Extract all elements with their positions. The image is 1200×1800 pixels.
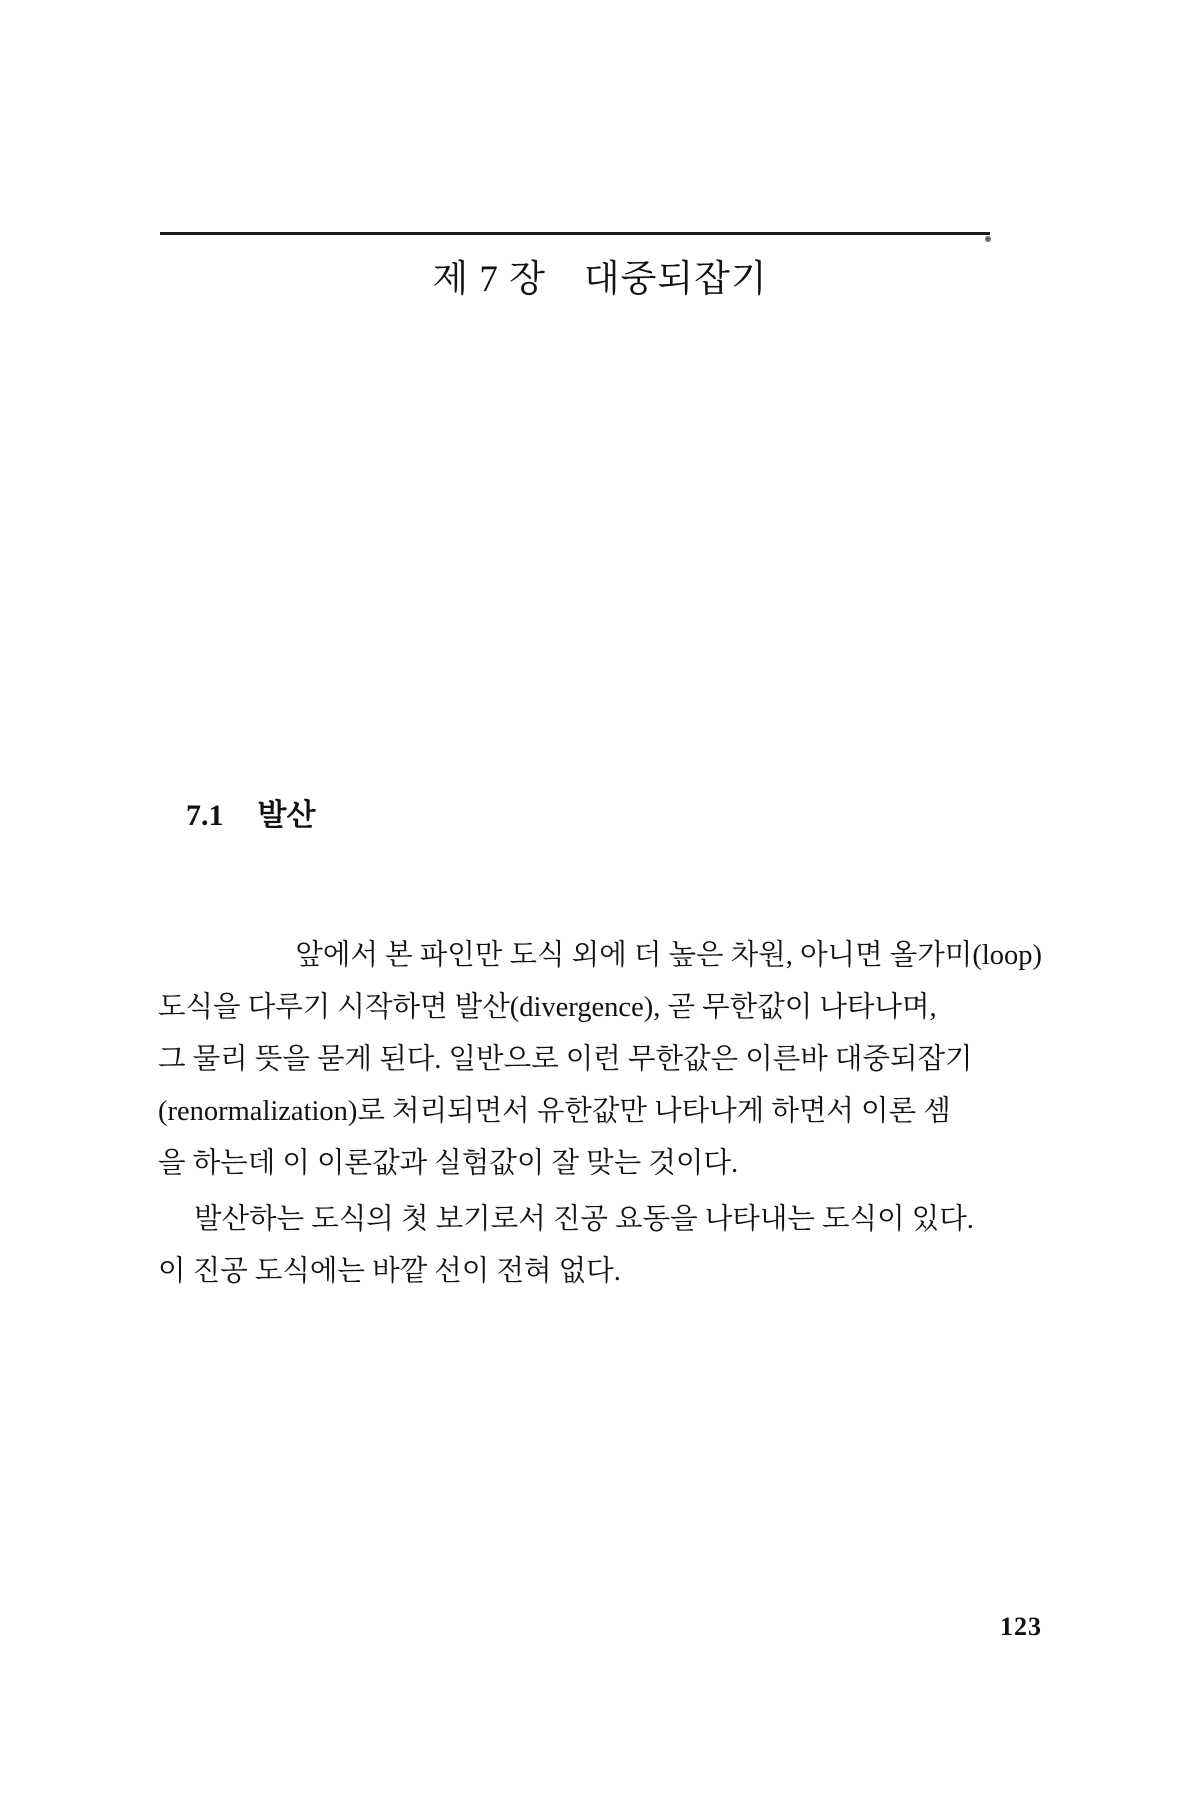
text-line <box>158 1194 1042 1246</box>
page-number: 123 <box>1000 1612 1042 1641</box>
text-line-content: 도식을 다루기 시작하면 발산(divergence), 곧 무한값이 나타나며, <box>158 992 937 1023</box>
text-line <box>158 982 1042 1034</box>
paragraph-indent <box>158 930 194 982</box>
body-text <box>158 930 1042 1298</box>
text-line-content: 이 진공 도식에는 바깥 선이 전혀 없다. <box>158 1256 621 1287</box>
scan-artifact-dot <box>985 236 991 242</box>
section-heading <box>186 790 315 834</box>
text-line-content: 을 하는데 이 이론값과 실험값이 잘 맞는 것이다. <box>158 1148 739 1179</box>
paragraph-2 <box>158 1194 1042 1298</box>
chapter-number: 제 7 장 <box>432 259 546 300</box>
paragraph-1 <box>158 930 1042 1190</box>
text-line-content: 그 물리 뜻을 묻게 된다. 일반으로 이런 무한값은 이른바 대중되잡기 <box>158 1044 973 1075</box>
chapter-name: 대중되잡기 <box>583 259 768 300</box>
text-line-content: 앞에서 본 파인만 도식 외에 더 높은 차원, 아니면 올가미(loop) <box>295 940 1042 971</box>
chapter-title <box>0 248 1200 302</box>
text-line <box>158 1246 1042 1298</box>
text-line <box>158 1138 1042 1190</box>
section-number: 7.1 <box>186 799 224 832</box>
text-line-content: 발산하는 도식의 첫 보기로서 진공 요동을 나타내는 도식이 있다. <box>194 1204 974 1235</box>
text-line <box>158 930 1042 982</box>
text-line <box>158 1086 1042 1138</box>
text-line-content: (renormalization)로 처리되면서 유한값만 나타나게 하면서 이론 셈 <box>158 1096 951 1127</box>
text-line <box>158 1034 1042 1086</box>
section-title: 발산 <box>257 799 316 832</box>
chapter-divider-rule <box>160 232 990 235</box>
